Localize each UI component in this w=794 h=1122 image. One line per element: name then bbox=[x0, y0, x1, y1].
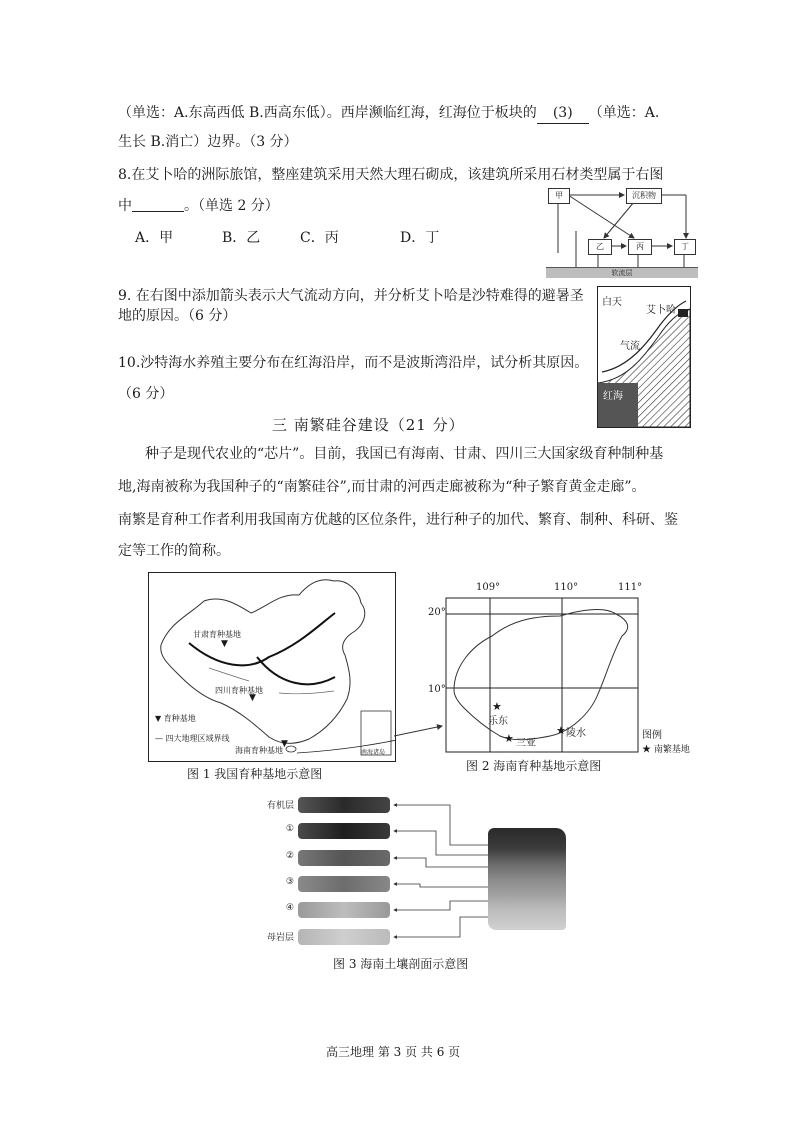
label-sanya: 三亚 bbox=[516, 738, 536, 749]
para-line-2: 地,海南被称为我国种子的“南繁硅谷”,而甘肃的河西走廊被称为“种子繁育黄金走廊”。 bbox=[118, 479, 646, 495]
q8-line1: 8.在艾卜哈的洲际旅馆，整座建筑采用天然大理石砌成，该建筑所采用石材类型属于右图 bbox=[118, 167, 664, 183]
fig1-caption: 图 1 我国育种基地示意图 bbox=[187, 767, 323, 781]
section3-title: 三 南繁硅谷建设（21 分） bbox=[272, 416, 465, 434]
q9-line1: 9. 在右图中添加箭头表示大气流动方向，并分析艾卜哈是沙特难得的避暑圣 bbox=[118, 288, 584, 304]
legend-line-icon: — bbox=[155, 734, 166, 743]
label-ledong: 乐东 bbox=[488, 716, 508, 727]
label-south-islands: 南海诸岛 bbox=[361, 749, 386, 756]
slope-graphic bbox=[598, 287, 690, 427]
soil-label-1: ① bbox=[285, 824, 294, 834]
soil-sample-2 bbox=[298, 850, 390, 866]
q8-text-a: 中 bbox=[118, 198, 132, 214]
answer-blank-q8[interactable] bbox=[132, 197, 184, 212]
rock-sediment: 沉积物 bbox=[626, 188, 662, 204]
soil-sample-3 bbox=[298, 876, 390, 892]
label-hainan: 海南育种基地 bbox=[235, 746, 283, 755]
rock-ding: 丁 bbox=[674, 239, 696, 255]
answer-blank-3[interactable]: (3) bbox=[537, 103, 589, 124]
q10-line2: （6 分） bbox=[118, 386, 174, 402]
soil-sample-4 bbox=[298, 902, 390, 918]
soil-label-parent: 母岩层 bbox=[266, 933, 294, 943]
rock-cycle-diagram bbox=[546, 183, 698, 278]
fig3-caption: 图 3 海南土壤剖面示意图 bbox=[333, 957, 469, 971]
rock-jia: 甲 bbox=[548, 188, 570, 204]
lon-110: 110° bbox=[554, 582, 579, 593]
soil-label-4: ④ bbox=[285, 903, 294, 913]
q7-line1 bbox=[118, 103, 659, 124]
soil-label-organic: 有机层 bbox=[266, 801, 294, 811]
soil-connector-lines bbox=[390, 795, 500, 955]
lat-20: 20° bbox=[428, 607, 446, 618]
q10-line1: 10.沙特海水养殖主要分布在红海沿岸，而不是波斯湾沿岸，试分析其原因。 bbox=[118, 355, 589, 371]
star-ledong: ★ bbox=[492, 700, 502, 713]
label-lingshui: 陵水 bbox=[566, 728, 586, 739]
legend-line-label: 四大地理区域界线 bbox=[165, 734, 230, 743]
para-line-4: 定等工作的简称。 bbox=[118, 543, 230, 559]
china-map-marker-gansu: ▼ bbox=[221, 639, 228, 649]
label-red-sea: 红海 bbox=[603, 391, 623, 402]
china-map-marker-sichuan: ▼ bbox=[249, 693, 256, 703]
legend-star-icon: ★ bbox=[642, 745, 654, 755]
q7-line2: 生长 B.消亡）边界。（3 分） bbox=[118, 134, 298, 150]
soil-profile-photo bbox=[488, 828, 566, 930]
soil-label-3: ③ bbox=[285, 877, 294, 887]
legend-item-label: 南繁基地 bbox=[653, 745, 690, 755]
mantle-layer: 软流层 bbox=[546, 267, 698, 278]
star-lingshui: ★ bbox=[556, 724, 566, 737]
para-line-1: 种子是现代农业的“芯片”。目前，我国已有海南、甘肃、四川三大国家级育种制种基 bbox=[145, 446, 664, 462]
para-line-3: 南繁是育种工作者利用我国南方优越的区位条件，进行种子的加代、繁育、制种、科研、鉴 bbox=[118, 512, 678, 528]
legend-line bbox=[155, 733, 230, 744]
legend-item bbox=[642, 742, 690, 755]
fig1-china-map bbox=[148, 572, 396, 762]
legend-base-icon: ▼ bbox=[155, 714, 164, 723]
q8-line2 bbox=[118, 196, 279, 216]
q8-option-c[interactable]: C．丙 bbox=[300, 230, 339, 246]
q8-option-a[interactable]: A．甲 bbox=[135, 230, 174, 246]
soil-label-2: ② bbox=[285, 851, 294, 861]
legend-base-label: 育种基地 bbox=[163, 714, 196, 723]
soil-sample-1 bbox=[298, 823, 390, 839]
q7-text-a: （单选：A.东高西低 B.西高东低）。西岸濒临红海，红海位于板块的 bbox=[118, 105, 537, 121]
fig2-caption: 图 2 海南育种基地示意图 bbox=[466, 759, 602, 773]
q8-option-d[interactable]: D．丁 bbox=[400, 230, 440, 246]
rock-bing: 丙 bbox=[628, 239, 652, 255]
star-sanya: ★ bbox=[504, 732, 514, 745]
q9-line2: 地的原因。（6 分） bbox=[118, 308, 237, 324]
soil-sample-organic bbox=[298, 797, 390, 813]
q8-text-b: 。（单选 2 分） bbox=[184, 198, 279, 214]
legend-title: 图例 bbox=[642, 730, 662, 741]
label-airflow: 气流 bbox=[620, 341, 640, 352]
label-daytime: 白天 bbox=[602, 297, 622, 308]
label-abha: 艾卜哈 bbox=[646, 305, 676, 316]
lat-10: 10° bbox=[428, 684, 446, 695]
rock-yi: 乙 bbox=[588, 239, 612, 255]
lon-109: 109° bbox=[476, 582, 501, 593]
fig2-hainan-map bbox=[420, 580, 700, 755]
q7-text-b: （单选：A. bbox=[588, 105, 660, 121]
page-footer: 高三地理 第 3 页 共 6 页 bbox=[326, 1045, 461, 1059]
q8-option-b[interactable]: B．乙 bbox=[222, 230, 261, 246]
legend-base bbox=[155, 713, 196, 724]
lon-111: 111° bbox=[618, 582, 643, 593]
daytime-diagram bbox=[597, 286, 691, 428]
soil-sample-parent bbox=[298, 929, 390, 945]
label-sichuan: 四川育种基地 bbox=[215, 686, 263, 695]
china-map-marker-hainan: ▼ bbox=[281, 739, 288, 749]
label-gansu: 甘肃育种基地 bbox=[193, 630, 241, 639]
